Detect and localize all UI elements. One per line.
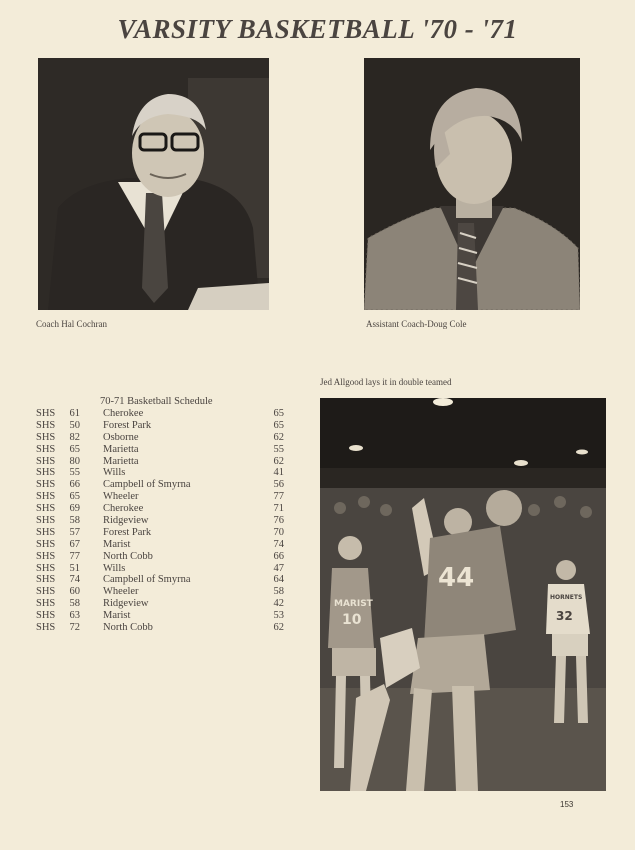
right-jersey-team: HORNETS [550, 594, 583, 601]
home-score: 65 [69, 491, 80, 503]
home-team: SHS [36, 431, 56, 443]
basketball-action-photo [320, 398, 606, 791]
opponent-name: North Cobb [103, 550, 153, 562]
schedule-row [36, 467, 296, 479]
opponent-name: Campbell of Smyrna [103, 574, 191, 586]
opponent-score: 62 [273, 622, 284, 634]
home-team: SHS [36, 574, 56, 586]
schedule-row [36, 444, 296, 456]
schedule-heading: 70-71 Basketball Schedule [100, 396, 213, 407]
schedule-row [36, 479, 296, 491]
home-score: 77 [69, 550, 80, 562]
opponent-score: 66 [273, 550, 284, 562]
schedule-row [36, 574, 296, 586]
opponent-name: Wheeler [103, 586, 139, 598]
schedule-row [36, 610, 296, 622]
home-score: 80 [69, 455, 80, 467]
schedule-row [36, 503, 296, 515]
schedule-row [36, 539, 296, 551]
home-team: SHS [36, 419, 56, 431]
home-score: 51 [69, 562, 80, 574]
home-score: 74 [69, 574, 80, 586]
home-team: SHS [36, 586, 56, 598]
page-title: VARSITY BASKETBALL '70 - '71 [117, 14, 518, 44]
home-team: SHS [36, 455, 56, 467]
opponent-score: 62 [273, 455, 284, 467]
home-team: SHS [36, 443, 56, 455]
home-team: SHS [36, 503, 56, 515]
home-team: SHS [36, 467, 56, 479]
home-score: 82 [69, 431, 80, 443]
schedule-row [36, 515, 296, 527]
assistant-coach-caption: Assistant Coach-Doug Cole [366, 319, 467, 329]
home-score: 61 [69, 408, 80, 419]
left-jersey-team: MARIST [334, 599, 373, 609]
home-score: 55 [69, 467, 80, 479]
home-score: 69 [69, 503, 80, 515]
opponent-score: 56 [273, 479, 284, 491]
opponent-score: 58 [273, 586, 284, 598]
center-jersey-number: 44 [438, 563, 475, 593]
home-team: SHS [36, 515, 56, 527]
home-team: SHS [36, 598, 56, 610]
schedule-row [36, 420, 296, 432]
home-score: 66 [69, 479, 80, 491]
schedule-row [36, 432, 296, 444]
assistant-coach-photo [364, 58, 580, 310]
opponent-score: 65 [273, 419, 284, 431]
right-jersey-number: 32 [556, 609, 573, 623]
opponent-name: Marist [103, 538, 131, 550]
home-score: 58 [69, 598, 80, 610]
home-team: SHS [36, 479, 56, 491]
opponent-score: 65 [273, 408, 284, 419]
opponent-name: Osborne [103, 431, 139, 443]
opponent-score: 70 [273, 526, 284, 538]
schedule-row [36, 598, 296, 610]
home-team: SHS [36, 562, 56, 574]
schedule-row [36, 491, 296, 503]
opponent-score: 42 [273, 598, 284, 610]
opponent-name: North Cobb [103, 622, 153, 634]
home-score: 57 [69, 526, 80, 538]
game-action-image [320, 398, 606, 791]
coach-photo [38, 58, 269, 310]
opponent-name: Cherokee [103, 408, 144, 419]
opponent-score: 62 [273, 431, 284, 443]
opponent-name: Wills [103, 562, 126, 574]
left-jersey-number: 10 [342, 612, 362, 628]
opponent-name: Ridgeview [103, 598, 149, 610]
home-team: SHS [36, 550, 56, 562]
home-score: 63 [69, 610, 80, 622]
opponent-name: Marietta [103, 455, 139, 467]
opponent-name: Wheeler [103, 491, 139, 503]
opponent-name: Marietta [103, 443, 139, 455]
home-score: 58 [69, 515, 80, 527]
opponent-name: Cherokee [103, 503, 144, 515]
home-score: 72 [69, 622, 80, 634]
schedule-games-list [36, 408, 296, 634]
opponent-name: Marist [103, 610, 131, 622]
home-score: 60 [69, 586, 80, 598]
opponent-score: 76 [273, 515, 284, 527]
coach-portrait-image [38, 58, 269, 310]
opponent-score: 47 [273, 562, 284, 574]
opponent-score: 55 [273, 443, 284, 455]
opponent-score: 77 [273, 491, 284, 503]
home-team: SHS [36, 408, 56, 419]
home-team: SHS [36, 526, 56, 538]
coach-caption: Coach Hal Cochran [36, 319, 107, 329]
schedule-row [36, 456, 296, 468]
assistant-coach-portrait-image [364, 58, 580, 310]
opponent-name: Forest Park [103, 526, 152, 538]
opponent-score: 41 [273, 467, 284, 479]
opponent-score: 53 [273, 610, 284, 622]
opponent-score: 64 [273, 574, 284, 586]
home-score: 67 [69, 538, 80, 550]
opponent-score: 71 [273, 503, 284, 515]
home-score: 50 [69, 419, 80, 431]
home-score: 65 [69, 443, 80, 455]
schedule-row [36, 622, 296, 634]
schedule-row [36, 408, 296, 420]
opponent-name: Ridgeview [103, 515, 149, 527]
opponent-score: 74 [273, 538, 284, 550]
schedule-row [36, 527, 296, 539]
schedule-row [36, 586, 296, 598]
home-team: SHS [36, 491, 56, 503]
schedule-row [36, 551, 296, 563]
schedule-row [36, 563, 296, 575]
action-photo-caption: Jed Allgood lays it in double teamed [320, 377, 452, 387]
opponent-name: Campbell of Smyrna [103, 479, 191, 491]
home-team: SHS [36, 538, 56, 550]
home-team: SHS [36, 622, 56, 634]
page-number: 153 [560, 800, 574, 809]
opponent-name: Wills [103, 467, 126, 479]
opponent-name: Forest Park [103, 419, 152, 431]
home-team: SHS [36, 610, 56, 622]
